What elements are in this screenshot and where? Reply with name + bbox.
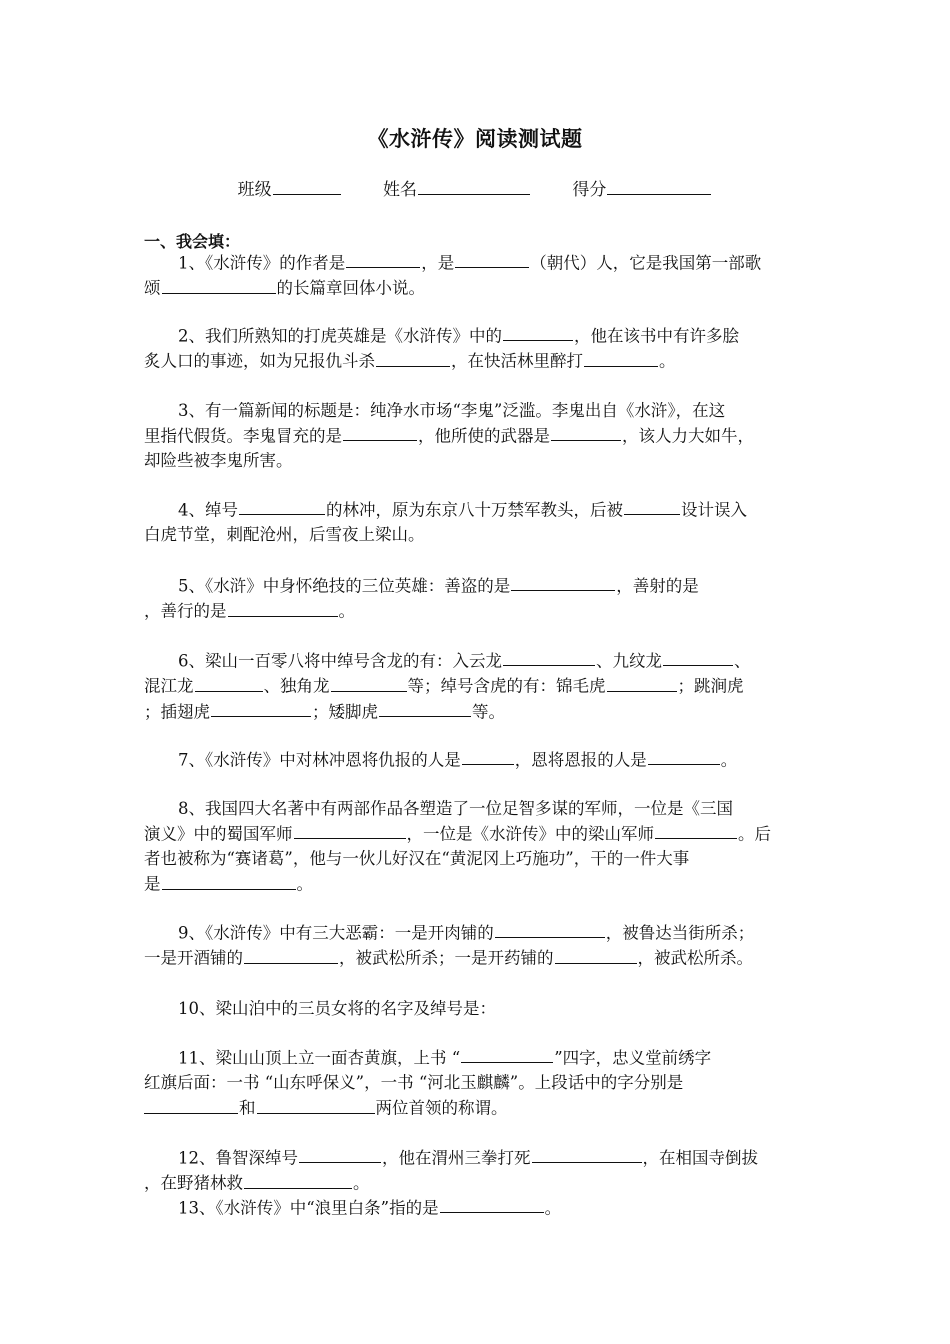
q12-text-e: 。 [353, 1173, 370, 1193]
q8-text-g: 。 [296, 874, 313, 894]
q8-blank-shu-strategist[interactable] [294, 821, 406, 839]
score-blank[interactable] [607, 176, 711, 195]
q6-text-g: ；跳涧虎 [677, 676, 744, 696]
q1-text-a: 1、《水浒传》的作者是 [178, 253, 346, 273]
q1-blank-praise[interactable] [162, 275, 276, 293]
q3-text-c: ，他所使的武器是 [418, 426, 550, 446]
q13-blank-langlibaitiao[interactable] [440, 1195, 544, 1213]
q3-text-e: 却险些被李鬼所害。 [144, 451, 293, 471]
q4-blank-framer[interactable] [624, 497, 680, 515]
q3-text-b: 里指代假货。李鬼冒充的是 [144, 426, 342, 446]
q6-blank-dujiaolong[interactable] [331, 673, 407, 691]
q6-blank-ruyunlong[interactable] [503, 648, 595, 666]
question-13 [144, 1195, 808, 1220]
q1-text-e: 的长篇章回体小说。 [276, 278, 425, 298]
q11-text-e: 两位首领的称谓。 [375, 1098, 508, 1118]
q6-blank-aijiaohu[interactable] [379, 699, 471, 717]
q5-text-c: ，善行的是 [144, 601, 227, 621]
q6-text-e: 、独角龙 [263, 676, 330, 696]
q8-text-c: ，一位是《水浒传》中的梁山军师 [406, 824, 654, 844]
question-10 [144, 996, 808, 1021]
q6-blank-chachihu[interactable] [211, 699, 311, 717]
q2-blank-killed[interactable] [376, 348, 450, 366]
q10-text-a: 10、梁山泊中的三员女将的名字及绰号是： [178, 999, 496, 1018]
q6-text-a: 6、梁山一百零八将中绰号含龙的有：入云龙 [178, 651, 502, 671]
q11-blank-four-characters[interactable] [461, 1045, 553, 1063]
q4-text-c: 设计误入 [681, 500, 747, 520]
q2-text-b: ，他在该书中有许多脍 [574, 326, 739, 346]
student-info-line [0, 175, 950, 200]
q6-text-h: ；插翅虎 [144, 701, 210, 721]
q8-text-f: 是 [144, 874, 161, 894]
question-6 [144, 648, 808, 724]
q1-blank-dynasty[interactable] [455, 250, 529, 268]
question-2 [144, 323, 808, 374]
q11-text-b: ”四字，忠义堂前绣字 [554, 1048, 712, 1068]
q3-blank-impersonated[interactable] [343, 423, 417, 441]
q6-text-f: 等；绰号含虎的有：锦毛虎 [407, 676, 606, 696]
q6-text-d: 混江龙 [144, 676, 194, 696]
q2-text-c: 炙人口的事迹，如为兄报仇斗杀 [144, 351, 375, 371]
name-label: 姓名 [383, 180, 417, 200]
question-11 [144, 1045, 808, 1121]
q3-blank-weapon[interactable] [551, 423, 621, 441]
q8-blank-liangshan-strategist[interactable] [655, 821, 737, 839]
question-8 [144, 796, 808, 897]
question-9 [144, 920, 808, 971]
q8-text-d: 。后 [738, 824, 771, 844]
q12-blank-killed[interactable] [532, 1145, 642, 1163]
q9-text-b: ，被鲁达当街所杀； [605, 923, 755, 943]
q8-text-b: 演义》中的蜀国军师 [144, 824, 293, 844]
q12-text-b: ，他在渭州三拳打死 [382, 1148, 531, 1168]
q9-blank-medicine-shop[interactable] [555, 945, 637, 963]
q13-text-b: 。 [544, 1198, 562, 1218]
q9-blank-wine-shop[interactable] [244, 945, 338, 963]
q9-blank-butcher[interactable] [495, 920, 605, 938]
q2-text-d: ，在快活林里醉打 [451, 351, 583, 371]
q2-text-e: 。 [659, 351, 676, 371]
q12-blank-nickname[interactable] [299, 1145, 381, 1163]
q2-text-a: 2、我们所熟知的打虎英雄是《水浒传》中的 [178, 326, 502, 346]
question-1 [144, 250, 808, 301]
q12-text-d: ，在野猪林救 [144, 1173, 243, 1193]
q9-text-d: ，被武松所杀；一是开药铺的 [339, 948, 554, 968]
q13-text-a: 13、《水浒传》中“浪里白条”指的是 [178, 1198, 439, 1218]
q12-text-c: ，在相国寺倒拔 [642, 1148, 758, 1168]
q6-text-b: 、九纹龙 [596, 651, 662, 671]
class-blank[interactable] [273, 176, 341, 195]
q6-blank-jiuwenlong[interactable] [663, 648, 733, 666]
score-label: 得分 [572, 180, 607, 200]
q11-blank-leader-2[interactable] [257, 1095, 375, 1113]
q1-text-b: ，是 [421, 253, 455, 273]
q7-blank-ingrate[interactable] [462, 747, 514, 765]
q1-blank-author[interactable] [346, 250, 420, 268]
q11-text-d: 和 [239, 1098, 256, 1118]
q5-text-b: ，善射的是 [616, 576, 699, 596]
q4-text-b: 的林冲，原为东京八十万禁军教头，后被 [326, 500, 623, 520]
q7-text-a: 7、《水浒传》中对林冲恩将仇报的人是 [178, 750, 461, 770]
q8-text-a: 8、我国四大名著中有两部作品各塑造了一位足智多谋的军师，一位是《三国 [178, 799, 733, 818]
question-5 [144, 573, 808, 624]
q3-text-d: ，该人力大如牛， [622, 426, 754, 446]
q11-text-a: 11、梁山山顶上立一面杏黄旗，上书 “ [178, 1048, 461, 1068]
question-4 [144, 497, 808, 547]
name-blank[interactable] [418, 176, 530, 195]
q12-blank-rescued[interactable] [244, 1170, 352, 1188]
q4-text-d: 白虎节堂，刺配沧州，后雪夜上梁山。 [144, 525, 425, 545]
q7-blank-repayer[interactable] [648, 747, 720, 765]
q6-text-i: ；矮脚虎 [312, 701, 378, 721]
q4-blank-nickname[interactable] [239, 497, 325, 515]
section-heading: 一、我会填： [144, 232, 241, 251]
q7-text-b: ，恩将恩报的人是 [514, 750, 647, 770]
q7-text-c: 。 [720, 750, 738, 770]
q4-text-a: 4、绰号 [178, 500, 238, 520]
page-title: 《水浒传》阅读测试题 [367, 126, 583, 151]
q3-text-a: 3、有一篇新闻的标题是：纯净水市场“李鬼”泛滥。李鬼出自《水浒》，在这 [178, 401, 726, 420]
q11-blank-leader-1[interactable] [144, 1095, 238, 1113]
question-3 [144, 398, 808, 473]
q9-text-c: 一是开酒铺的 [144, 948, 243, 968]
q1-text-c: （朝代）人，它是我国第一部歌 [530, 253, 762, 273]
q11-text-c: 红旗后面：一书 “山东呼保义”，一书 “河北玉麒麟”。上段话中的字分别是 [144, 1073, 684, 1093]
q9-text-a: 9、《水浒传》中有三大恶霸：一是开肉铺的 [178, 923, 494, 943]
q12-text-a: 12、鲁智深绰号 [178, 1148, 298, 1168]
q8-text-e: 者也被称为“赛诸葛”，他与一伙儿好汉在“黄泥冈上巧施功”，干的一件大事 [144, 849, 690, 869]
q2-blank-hero[interactable] [503, 323, 573, 341]
q2-blank-beaten[interactable] [584, 348, 658, 366]
question-12 [144, 1145, 808, 1196]
q5-blank-thief[interactable] [511, 573, 615, 591]
q6-text-c: 、 [734, 651, 751, 671]
q5-blank-runner[interactable] [228, 598, 338, 616]
q5-text-a: 5、《水浒》中身怀绝技的三位英雄：善盗的是 [178, 576, 511, 596]
q9-text-e: ，被武松所杀。 [637, 948, 753, 968]
question-7 [144, 747, 808, 772]
class-label: 班级 [237, 180, 272, 200]
q5-text-d: 。 [338, 601, 355, 621]
q6-blank-jinmaohu[interactable] [607, 673, 677, 691]
q6-blank-hunjianglong[interactable] [195, 673, 263, 691]
q8-blank-big-event[interactable] [162, 871, 296, 889]
q6-text-j: 等。 [472, 701, 505, 721]
q1-text-d: 颂 [144, 278, 161, 298]
